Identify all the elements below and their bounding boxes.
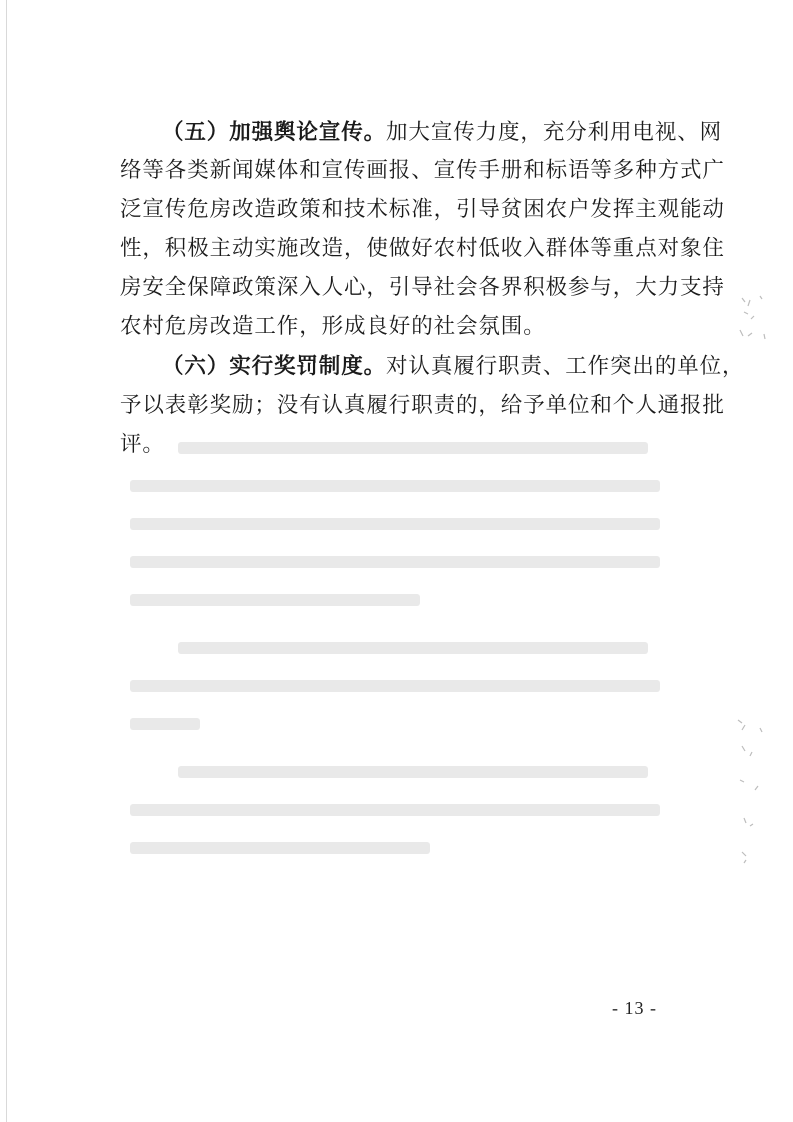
paragraph-2-line-2: 予以表彰奖励；没有认真履行职责的，给予单位和个人通报批: [120, 393, 725, 418]
paragraph-2-line-3: 评。: [120, 432, 165, 457]
page-number: - 13 -: [612, 998, 657, 1018]
paragraph-1-line-2: 络等各类新闻媒体和宣传画报、宣传手册和标语等多种方式广: [120, 158, 725, 183]
paragraph-1-line-3: 泛宣传危房改造政策和技术标准，引导贫困农户发挥主观能动: [120, 197, 725, 222]
paragraph-1-line-4: 性，积极主动实施改造，使做好农村低收入群体等重点对象住: [120, 236, 725, 261]
section-heading-six: （六）实行奖罚制度。: [162, 354, 387, 379]
section-heading-five: （五）加强舆论宣传。: [162, 120, 387, 145]
paragraph-2-text-1: 对认真履行职责、工作突出的单位，: [386, 354, 745, 379]
paragraph-1-line-5: 房安全保障政策深入人心，引导社会各界积极参与，大力支持: [120, 275, 725, 300]
paragraph-1-line-6: 农村危房改造工作，形成良好的社会氛围。: [120, 314, 546, 339]
paragraph-2-line-1: [162, 353, 745, 381]
paragraph-1-line-1: [162, 119, 723, 147]
paragraph-1-text-1: 加大宣传力度，充分利用电视、网: [386, 120, 723, 145]
page-edge-line: [6, 0, 7, 1122]
